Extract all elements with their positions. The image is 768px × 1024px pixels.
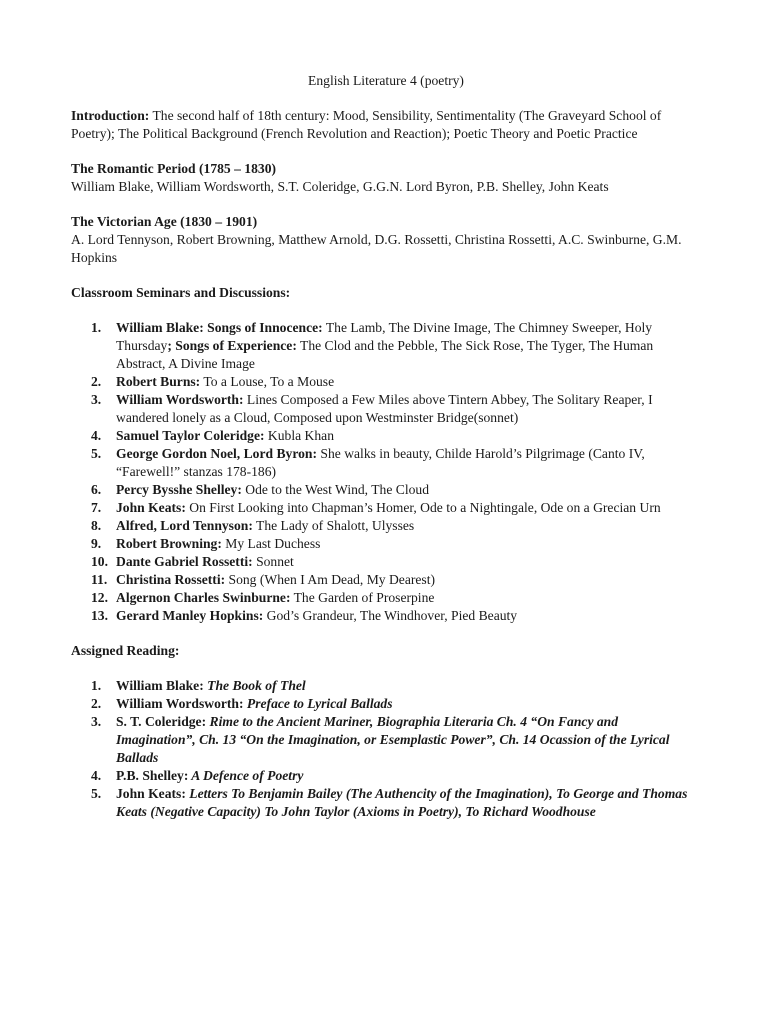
seminar-works: Kubla Khan — [264, 428, 334, 443]
assigned-reading-heading: Assigned Reading: — [71, 643, 180, 658]
victorian-age-section — [71, 213, 701, 267]
introduction-paragraph — [71, 107, 701, 143]
seminar-author: Robert Browning: — [116, 536, 222, 551]
seminar-item — [71, 427, 701, 445]
reading-number: 2. — [91, 696, 102, 711]
reading-number: 3. — [91, 714, 102, 729]
seminar-works: God’s Grandeur, The Windhover, Pied Beauty — [263, 608, 518, 623]
seminar-item — [71, 373, 701, 391]
seminar-number: 4. — [91, 428, 102, 443]
seminar-works: On First Looking into Chapman’s Homer, Ode to a Nightingale, Ode on a Grecian Urn — [185, 500, 661, 515]
seminar-works: The Lamb, The Divine Image, The Chimney Sweeper, Holy Thursday — [116, 320, 653, 353]
reading-work: A Defence of Poetry — [188, 768, 304, 783]
seminar-item — [71, 481, 701, 499]
reading-author: P.B. Shelley: — [116, 768, 189, 783]
seminar-item — [71, 391, 701, 427]
seminar-author: John Keats: — [116, 500, 186, 515]
seminar-works: Song (When I Am Dead, My Dearest) — [225, 572, 436, 587]
seminar-works-secondary: The Clod and the Pebble, The Sick Rose, The Tyger, The Human Abstract, A Divine Image — [116, 338, 654, 371]
seminar-author: Christina Rossetti: — [116, 572, 226, 587]
seminar-number: 5. — [91, 446, 102, 461]
seminar-item — [71, 319, 701, 373]
seminar-author-secondary: ; Songs of Experience: — [167, 338, 297, 353]
reading-author: S. T. Coleridge: — [116, 714, 207, 729]
seminar-number: 9. — [91, 536, 102, 551]
seminar-item — [71, 607, 701, 625]
reading-author: William Blake: — [116, 678, 204, 693]
document-title: English Literature 4 (poetry) — [308, 73, 464, 88]
victorian-age-authors: A. Lord Tennyson, Robert Browning, Matthew Arnold, D.G. Rossetti, Christina Rossetti, A.C. Swinburne, G.M. Hopkins — [71, 232, 682, 265]
seminar-number: 8. — [91, 518, 102, 533]
seminar-works: Sonnet — [252, 554, 294, 569]
seminar-item — [71, 445, 701, 481]
introduction-label: Introduction: — [71, 108, 150, 123]
seminar-number: 6. — [91, 482, 102, 497]
seminar-item — [71, 589, 701, 607]
seminar-item — [71, 553, 701, 571]
romantic-period-section — [71, 160, 701, 196]
reading-author: John Keats: — [116, 786, 186, 801]
reading-item — [71, 785, 701, 821]
seminar-item — [71, 571, 701, 589]
romantic-period-authors: William Blake, William Wordsworth, S.T. Coleridge, G.G.N. Lord Byron, P.B. Shelley, John Keats — [71, 179, 609, 194]
seminar-number: 10. — [91, 554, 108, 569]
seminar-number: 13. — [91, 608, 108, 623]
reading-work: Preface to Lyrical Ballads — [243, 696, 393, 711]
seminar-works: Ode to the West Wind, The Cloud — [241, 482, 430, 497]
introduction-section — [71, 107, 701, 143]
seminar-author: Dante Gabriel Rossetti: — [116, 554, 253, 569]
seminar-works: The Lady of Shalott, Ulysses — [252, 518, 415, 533]
introduction-text: The second half of 18th century: Mood, Sensibility, Sentimentality (The Graveyard School of Poetry); The Political Background (French Revolution and Reaction); Poetic Theory and Poetic Practice — [71, 108, 662, 141]
reading-work: The Book of Thel — [203, 678, 306, 693]
reading-number: 4. — [91, 768, 102, 783]
reading-work: Letters To Benjamin Bailey (The Authencity of the Imagination), To George and Thomas Keats (Negative Capacity) To John Taylor (Axioms in Poetry), To Richard Woodhouse — [116, 786, 688, 819]
reading-number: 5. — [91, 786, 102, 801]
victorian-age-heading: The Victorian Age (1830 – 1901) — [71, 214, 258, 229]
document-page — [71, 72, 701, 838]
seminar-number: 7. — [91, 500, 102, 515]
seminar-works: My Last Duchess — [221, 536, 321, 551]
seminar-works: The Garden of Proserpine — [290, 590, 435, 605]
reading-item — [71, 713, 701, 767]
reading-author: William Wordsworth: — [116, 696, 244, 711]
seminar-works: Lines Composed a Few Miles above Tintern Abbey, The Solitary Reaper, I wandered lonely as a Cloud, Composed upon Westminster Bridge(sonnet) — [116, 392, 653, 425]
seminar-author: Samuel Taylor Coleridge: — [116, 428, 265, 443]
reading-item — [71, 767, 701, 785]
seminar-number: 3. — [91, 392, 102, 407]
seminar-number: 12. — [91, 590, 108, 605]
seminar-item — [71, 517, 701, 535]
romantic-period-heading: The Romantic Period (1785 – 1830) — [71, 161, 277, 176]
reading-item — [71, 677, 701, 695]
seminar-author: Alfred, Lord Tennyson: — [116, 518, 253, 533]
seminar-author: George Gordon Noel, Lord Byron: — [116, 446, 317, 461]
seminar-number: 11. — [91, 572, 108, 587]
seminar-author: William Wordsworth: — [116, 392, 244, 407]
seminar-author: Percy Bysshe Shelley: — [116, 482, 242, 497]
seminar-author: Algernon Charles Swinburne: — [116, 590, 291, 605]
seminars-heading: Classroom Seminars and Discussions: — [71, 285, 291, 300]
seminar-item — [71, 535, 701, 553]
assigned-reading-list — [71, 677, 701, 821]
seminar-number: 1. — [91, 320, 102, 335]
seminar-author: Gerard Manley Hopkins: — [116, 608, 264, 623]
seminar-author: Robert Burns: — [116, 374, 201, 389]
seminar-author: William Blake: Songs of Innocence: — [116, 320, 323, 335]
reading-item — [71, 695, 701, 713]
seminar-item — [71, 499, 701, 517]
seminar-works: To a Louse, To a Mouse — [200, 374, 335, 389]
reading-number: 1. — [91, 678, 102, 693]
seminars-list — [71, 319, 701, 625]
reading-work: Rime to the Ancient Mariner, Biographia Literaria Ch. 4 “On Fancy and Imagination”, Ch. 13 “On the Imagination, or Esemplastic Power”, Ch. 14 Ocassion of the Lyrical Ballads — [116, 714, 670, 765]
seminar-number: 2. — [91, 374, 102, 389]
seminar-works: She walks in beauty, Childe Harold’s Pilgrimage (Canto IV, “Farewell!” stanzas 178-186) — [116, 446, 645, 479]
